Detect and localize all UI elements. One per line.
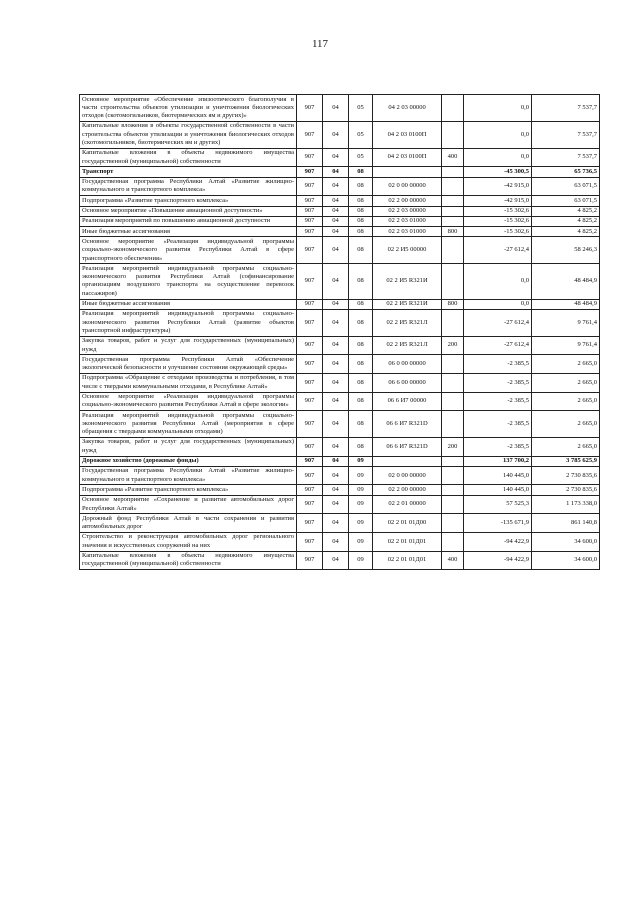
section-cell: 04 bbox=[323, 392, 349, 411]
section-cell: 04 bbox=[323, 551, 349, 570]
item-name-cell: Строительство и реконструкция автомобильных дорог регионального значения и искусственных сооружений на них bbox=[80, 532, 297, 551]
change-amount-cell: -2 385,5 bbox=[464, 437, 532, 456]
ministry-code-cell: 907 bbox=[297, 411, 323, 438]
expense-type-cell bbox=[442, 196, 464, 206]
page-number: 117 bbox=[311, 38, 329, 50]
subsection-cell: 08 bbox=[349, 309, 373, 336]
expense-type-cell: 400 bbox=[442, 148, 464, 167]
item-name-cell: Реализация мероприятий индивидуальной программы социально-экономического развития Республики Алтай (софинансирование организациям воздушного транспорта на осуществление перевозок пассажиров) bbox=[80, 264, 297, 299]
table-row bbox=[80, 532, 600, 551]
expense-type-cell: 200 bbox=[442, 437, 464, 456]
ministry-code-cell: 907 bbox=[297, 373, 323, 392]
change-amount-cell: -2 385,5 bbox=[464, 355, 532, 374]
target-article-cell: 02 2 03 00000 bbox=[373, 206, 442, 216]
section-cell: 04 bbox=[323, 148, 349, 167]
subsection-cell: 09 bbox=[349, 514, 373, 533]
table-row bbox=[80, 121, 600, 148]
section-cell: 04 bbox=[323, 237, 349, 264]
target-article-cell: 02 2 03 01000 bbox=[373, 227, 442, 237]
total-amount-cell: 9 761,4 bbox=[532, 336, 600, 355]
subsection-cell: 08 bbox=[349, 355, 373, 374]
subsection-cell: 08 bbox=[349, 167, 373, 177]
item-name-cell: Реализация мероприятий индивидуальной программы социально-экономического развития Республики Алтай (развитие объектов транспортной инфраструктуры) bbox=[80, 309, 297, 336]
change-amount-cell: -27 612,4 bbox=[464, 309, 532, 336]
target-article-cell: 06 6 И7 R321D bbox=[373, 437, 442, 456]
total-amount-cell: 2 665,0 bbox=[532, 392, 600, 411]
section-cell: 04 bbox=[323, 485, 349, 495]
expense-type-cell bbox=[442, 167, 464, 177]
ministry-code-cell: 907 bbox=[297, 466, 323, 485]
total-amount-cell: 3 785 625,9 bbox=[532, 456, 600, 466]
subsection-cell: 09 bbox=[349, 485, 373, 495]
ministry-code-cell: 907 bbox=[297, 392, 323, 411]
item-name-cell: Основное мероприятие «Обеспечение эпизоотического благополучия в части строительства объектов утилизации и уничтожения биологических отходов (скотомогильников, биотермических ям и других)» bbox=[80, 95, 297, 122]
section-cell: 04 bbox=[323, 121, 349, 148]
expense-type-cell bbox=[442, 411, 464, 438]
item-name-cell: Реализация мероприятий индивидуальной программы социально-экономического развития Республики Алтай (мероприятия в сфере обращения с твердыми коммунальными отходами) bbox=[80, 411, 297, 438]
change-amount-cell: -27 612,4 bbox=[464, 237, 532, 264]
table-body bbox=[80, 95, 600, 570]
subsection-cell: 08 bbox=[349, 206, 373, 216]
target-article-cell: 02 0 00 00000 bbox=[373, 466, 442, 485]
expense-type-cell bbox=[442, 355, 464, 374]
change-amount-cell: -94 422,9 bbox=[464, 551, 532, 570]
target-article-cell: 06 6 00 00000 bbox=[373, 373, 442, 392]
expense-type-cell bbox=[442, 216, 464, 226]
subsection-cell: 08 bbox=[349, 392, 373, 411]
subsection-cell: 08 bbox=[349, 177, 373, 196]
change-amount-cell: -42 915,0 bbox=[464, 177, 532, 196]
ministry-code-cell: 907 bbox=[297, 206, 323, 216]
expense-type-cell bbox=[442, 466, 464, 485]
change-amount-cell: -27 612,4 bbox=[464, 336, 532, 355]
section-cell: 04 bbox=[323, 264, 349, 299]
total-amount-cell: 1 173 338,0 bbox=[532, 495, 600, 514]
section-cell: 04 bbox=[323, 466, 349, 485]
change-amount-cell: -2 385,5 bbox=[464, 411, 532, 438]
table-row bbox=[80, 148, 600, 167]
expense-type-cell bbox=[442, 95, 464, 122]
expense-type-cell bbox=[442, 206, 464, 216]
item-name-cell: Капитальные вложения в объекты недвижимого имущества государственной (муниципальной) собственности bbox=[80, 551, 297, 570]
ministry-code-cell: 907 bbox=[297, 551, 323, 570]
change-amount-cell: -15 302,6 bbox=[464, 227, 532, 237]
change-amount-cell: 140 445,0 bbox=[464, 466, 532, 485]
ministry-code-cell: 907 bbox=[297, 336, 323, 355]
subsection-cell: 09 bbox=[349, 551, 373, 570]
subsection-cell: 08 bbox=[349, 237, 373, 264]
table-row bbox=[80, 411, 600, 438]
table-row bbox=[80, 167, 600, 177]
total-amount-cell: 4 825,2 bbox=[532, 227, 600, 237]
total-amount-cell: 2 665,0 bbox=[532, 437, 600, 456]
total-amount-cell: 7 537,7 bbox=[532, 148, 600, 167]
total-amount-cell: 58 246,3 bbox=[532, 237, 600, 264]
target-article-cell: 02 2 00 00000 bbox=[373, 196, 442, 206]
change-amount-cell: -15 302,6 bbox=[464, 206, 532, 216]
section-cell: 04 bbox=[323, 227, 349, 237]
total-amount-cell: 2 665,0 bbox=[532, 411, 600, 438]
subsection-cell: 08 bbox=[349, 411, 373, 438]
item-name-cell: Иные бюджетные ассигнования bbox=[80, 227, 297, 237]
section-cell: 04 bbox=[323, 309, 349, 336]
section-cell: 04 bbox=[323, 336, 349, 355]
section-cell: 04 bbox=[323, 177, 349, 196]
target-article-cell: 06 0 00 00000 bbox=[373, 355, 442, 374]
subsection-cell: 08 bbox=[349, 299, 373, 309]
item-name-cell: Закупка товаров, работ и услуг для государственных (муниципальных) нужд bbox=[80, 336, 297, 355]
change-amount-cell: 0,0 bbox=[464, 264, 532, 299]
table-row bbox=[80, 355, 600, 374]
expense-type-cell bbox=[442, 177, 464, 196]
table-row bbox=[80, 216, 600, 226]
total-amount-cell: 861 140,8 bbox=[532, 514, 600, 533]
item-name-cell: Государственная программа Республики Алтай «Развитие жилищно-коммунального и транспортного комплекса» bbox=[80, 466, 297, 485]
subsection-cell: 08 bbox=[349, 216, 373, 226]
item-name-cell: Государственная программа Республики Алтай «Обеспечение экологической безопасности и улучшение состояния окружающей среды» bbox=[80, 355, 297, 374]
change-amount-cell: 140 445,0 bbox=[464, 485, 532, 495]
table-row bbox=[80, 299, 600, 309]
subsection-cell: 08 bbox=[349, 336, 373, 355]
change-amount-cell: 0,0 bbox=[464, 148, 532, 167]
expense-type-cell bbox=[442, 264, 464, 299]
table-row bbox=[80, 466, 600, 485]
target-article-cell: 02 2 И5 R321И bbox=[373, 299, 442, 309]
table-row bbox=[80, 514, 600, 533]
target-article-cell: 02 2 И5 R321Л bbox=[373, 309, 442, 336]
change-amount-cell: -2 385,5 bbox=[464, 373, 532, 392]
change-amount-cell: -42 915,0 bbox=[464, 196, 532, 206]
item-name-cell: Иные бюджетные ассигнования bbox=[80, 299, 297, 309]
change-amount-cell: 0,0 bbox=[464, 95, 532, 122]
target-article-cell: 06 6 И7 R321D bbox=[373, 411, 442, 438]
target-article-cell: 04 2 03 00000 bbox=[373, 95, 442, 122]
expense-type-cell bbox=[442, 237, 464, 264]
subsection-cell: 05 bbox=[349, 121, 373, 148]
ministry-code-cell: 907 bbox=[297, 456, 323, 466]
section-cell: 04 bbox=[323, 95, 349, 122]
item-name-cell: Закупка товаров, работ и услуг для государственных (муниципальных) нужд bbox=[80, 437, 297, 456]
target-article-cell: 02 2 01 00000 bbox=[373, 495, 442, 514]
table-row bbox=[80, 392, 600, 411]
table-row bbox=[80, 336, 600, 355]
ministry-code-cell: 907 bbox=[297, 485, 323, 495]
expense-type-cell bbox=[442, 485, 464, 495]
change-amount-cell: 137 700,2 bbox=[464, 456, 532, 466]
change-amount-cell: -15 302,6 bbox=[464, 216, 532, 226]
expense-type-cell bbox=[442, 495, 464, 514]
table-row bbox=[80, 196, 600, 206]
subsection-cell: 05 bbox=[349, 148, 373, 167]
change-amount-cell: 0,0 bbox=[464, 299, 532, 309]
table-row bbox=[80, 551, 600, 570]
change-amount-cell: -94 422,9 bbox=[464, 532, 532, 551]
section-cell: 04 bbox=[323, 299, 349, 309]
total-amount-cell: 9 761,4 bbox=[532, 309, 600, 336]
target-article-cell: 02 0 00 00000 bbox=[373, 177, 442, 196]
change-amount-cell: -2 385,5 bbox=[464, 392, 532, 411]
table-row bbox=[80, 206, 600, 216]
change-amount-cell: -45 300,5 bbox=[464, 167, 532, 177]
item-name-cell: Капитальные вложения в объекты недвижимого имущества государственной (муниципальной) собственности bbox=[80, 148, 297, 167]
table-row bbox=[80, 95, 600, 122]
total-amount-cell: 48 484,9 bbox=[532, 299, 600, 309]
section-cell: 04 bbox=[323, 167, 349, 177]
ministry-code-cell: 907 bbox=[297, 196, 323, 206]
subsection-cell: 09 bbox=[349, 532, 373, 551]
item-name-cell: Подпрограмма «Развитие транспортного комплекса» bbox=[80, 485, 297, 495]
subsection-cell: 08 bbox=[349, 373, 373, 392]
expense-type-cell bbox=[442, 309, 464, 336]
target-article-cell: 02 2 И5 R321И bbox=[373, 264, 442, 299]
ministry-code-cell: 907 bbox=[297, 121, 323, 148]
table-row bbox=[80, 456, 600, 466]
target-article-cell: 02 2 01 01Д01 bbox=[373, 532, 442, 551]
ministry-code-cell: 907 bbox=[297, 495, 323, 514]
target-article-cell: 04 2 03 0100П bbox=[373, 148, 442, 167]
table-row bbox=[80, 485, 600, 495]
table-row bbox=[80, 227, 600, 237]
ministry-code-cell: 907 bbox=[297, 95, 323, 122]
item-name-cell: Подпрограмма «Обращение с отходами производства и потребления, в том числе с твердыми коммунальными отходами, в Республике Алтай» bbox=[80, 373, 297, 392]
ministry-code-cell: 907 bbox=[297, 355, 323, 374]
total-amount-cell: 34 600,0 bbox=[532, 532, 600, 551]
expense-type-cell bbox=[442, 456, 464, 466]
item-name-cell: Транспорт bbox=[80, 167, 297, 177]
total-amount-cell: 2 665,0 bbox=[532, 373, 600, 392]
ministry-code-cell: 907 bbox=[297, 437, 323, 456]
change-amount-cell: 57 525,3 bbox=[464, 495, 532, 514]
total-amount-cell: 7 537,7 bbox=[532, 95, 600, 122]
section-cell: 04 bbox=[323, 532, 349, 551]
table-row bbox=[80, 437, 600, 456]
expense-type-cell bbox=[442, 121, 464, 148]
target-article-cell bbox=[373, 456, 442, 466]
total-amount-cell: 63 071,5 bbox=[532, 196, 600, 206]
item-name-cell: Реализация мероприятий по повышению авиационной доступности bbox=[80, 216, 297, 226]
total-amount-cell: 48 484,9 bbox=[532, 264, 600, 299]
target-article-cell: 02 2 03 01000 bbox=[373, 216, 442, 226]
target-article-cell: 02 2 00 00000 bbox=[373, 485, 442, 495]
subsection-cell: 09 bbox=[349, 456, 373, 466]
expense-type-cell bbox=[442, 373, 464, 392]
table-row bbox=[80, 177, 600, 196]
section-cell: 04 bbox=[323, 196, 349, 206]
total-amount-cell: 65 736,5 bbox=[532, 167, 600, 177]
target-article-cell bbox=[373, 167, 442, 177]
table-row bbox=[80, 373, 600, 392]
budget-table bbox=[79, 94, 600, 570]
item-name-cell: Капитальные вложения в объекты государственной собственности в части строительства объектов утилизации и уничтожения биологических отходов (скотомогильников, биотермических ям и других) bbox=[80, 121, 297, 148]
ministry-code-cell: 907 bbox=[297, 514, 323, 533]
total-amount-cell: 2 730 835,6 bbox=[532, 466, 600, 485]
expense-type-cell bbox=[442, 392, 464, 411]
subsection-cell: 08 bbox=[349, 227, 373, 237]
change-amount-cell: 0,0 bbox=[464, 121, 532, 148]
section-cell: 04 bbox=[323, 495, 349, 514]
table-row bbox=[80, 237, 600, 264]
expense-type-cell: 400 bbox=[442, 551, 464, 570]
table-row bbox=[80, 264, 600, 299]
section-cell: 04 bbox=[323, 456, 349, 466]
item-name-cell: Основное мероприятие «Повышение авиационной доступности» bbox=[80, 206, 297, 216]
target-article-cell: 02 2 01 01Д00 bbox=[373, 514, 442, 533]
subsection-cell: 08 bbox=[349, 437, 373, 456]
target-article-cell: 04 2 03 0100П bbox=[373, 121, 442, 148]
expense-type-cell bbox=[442, 532, 464, 551]
item-name-cell: Основное мероприятие «Сохранение и развитие автомобильных дорог Республики Алтай» bbox=[80, 495, 297, 514]
total-amount-cell: 4 825,2 bbox=[532, 206, 600, 216]
section-cell: 04 bbox=[323, 411, 349, 438]
item-name-cell: Дорожное хозяйство (дорожные фонды) bbox=[80, 456, 297, 466]
item-name-cell: Основное мероприятие «Реализация индивидуальной программы социально-экономического развития Республики Алтай в сфере транспортного обеспечения» bbox=[80, 237, 297, 264]
ministry-code-cell: 907 bbox=[297, 216, 323, 226]
ministry-code-cell: 907 bbox=[297, 309, 323, 336]
ministry-code-cell: 907 bbox=[297, 148, 323, 167]
item-name-cell: Подпрограмма «Развитие транспортного комплекса» bbox=[80, 196, 297, 206]
ministry-code-cell: 907 bbox=[297, 237, 323, 264]
subsection-cell: 08 bbox=[349, 196, 373, 206]
section-cell: 04 bbox=[323, 373, 349, 392]
ministry-code-cell: 907 bbox=[297, 167, 323, 177]
total-amount-cell: 2 730 835,6 bbox=[532, 485, 600, 495]
total-amount-cell: 63 071,5 bbox=[532, 177, 600, 196]
item-name-cell: Основное мероприятие «Реализация индивидуальной программы социально-экономического развития Республики Алтай в сфере экологии» bbox=[80, 392, 297, 411]
ministry-code-cell: 907 bbox=[297, 299, 323, 309]
section-cell: 04 bbox=[323, 514, 349, 533]
section-cell: 04 bbox=[323, 437, 349, 456]
table-row bbox=[80, 495, 600, 514]
section-cell: 04 bbox=[323, 206, 349, 216]
section-cell: 04 bbox=[323, 355, 349, 374]
target-article-cell: 02 2 И5 R321Л bbox=[373, 336, 442, 355]
subsection-cell: 08 bbox=[349, 264, 373, 299]
subsection-cell: 05 bbox=[349, 95, 373, 122]
expense-type-cell bbox=[442, 514, 464, 533]
total-amount-cell: 7 537,7 bbox=[532, 121, 600, 148]
total-amount-cell: 2 665,0 bbox=[532, 355, 600, 374]
change-amount-cell: -135 671,9 bbox=[464, 514, 532, 533]
expense-type-cell: 800 bbox=[442, 227, 464, 237]
ministry-code-cell: 907 bbox=[297, 227, 323, 237]
item-name-cell: Дорожный фонд Республики Алтай в части сохранения и развития автомобильных дорог bbox=[80, 514, 297, 533]
target-article-cell: 06 6 И7 00000 bbox=[373, 392, 442, 411]
expense-type-cell: 200 bbox=[442, 336, 464, 355]
section-cell: 04 bbox=[323, 216, 349, 226]
ministry-code-cell: 907 bbox=[297, 532, 323, 551]
item-name-cell: Государственная программа Республики Алтай «Развитие жилищно-коммунального и транспортного комплекса» bbox=[80, 177, 297, 196]
total-amount-cell: 4 825,2 bbox=[532, 216, 600, 226]
target-article-cell: 02 2 01 01Д01 bbox=[373, 551, 442, 570]
target-article-cell: 02 2 И5 00000 bbox=[373, 237, 442, 264]
expense-type-cell: 800 bbox=[442, 299, 464, 309]
ministry-code-cell: 907 bbox=[297, 264, 323, 299]
total-amount-cell: 34 600,0 bbox=[532, 551, 600, 570]
subsection-cell: 09 bbox=[349, 495, 373, 514]
table-row bbox=[80, 309, 600, 336]
ministry-code-cell: 907 bbox=[297, 177, 323, 196]
subsection-cell: 09 bbox=[349, 466, 373, 485]
